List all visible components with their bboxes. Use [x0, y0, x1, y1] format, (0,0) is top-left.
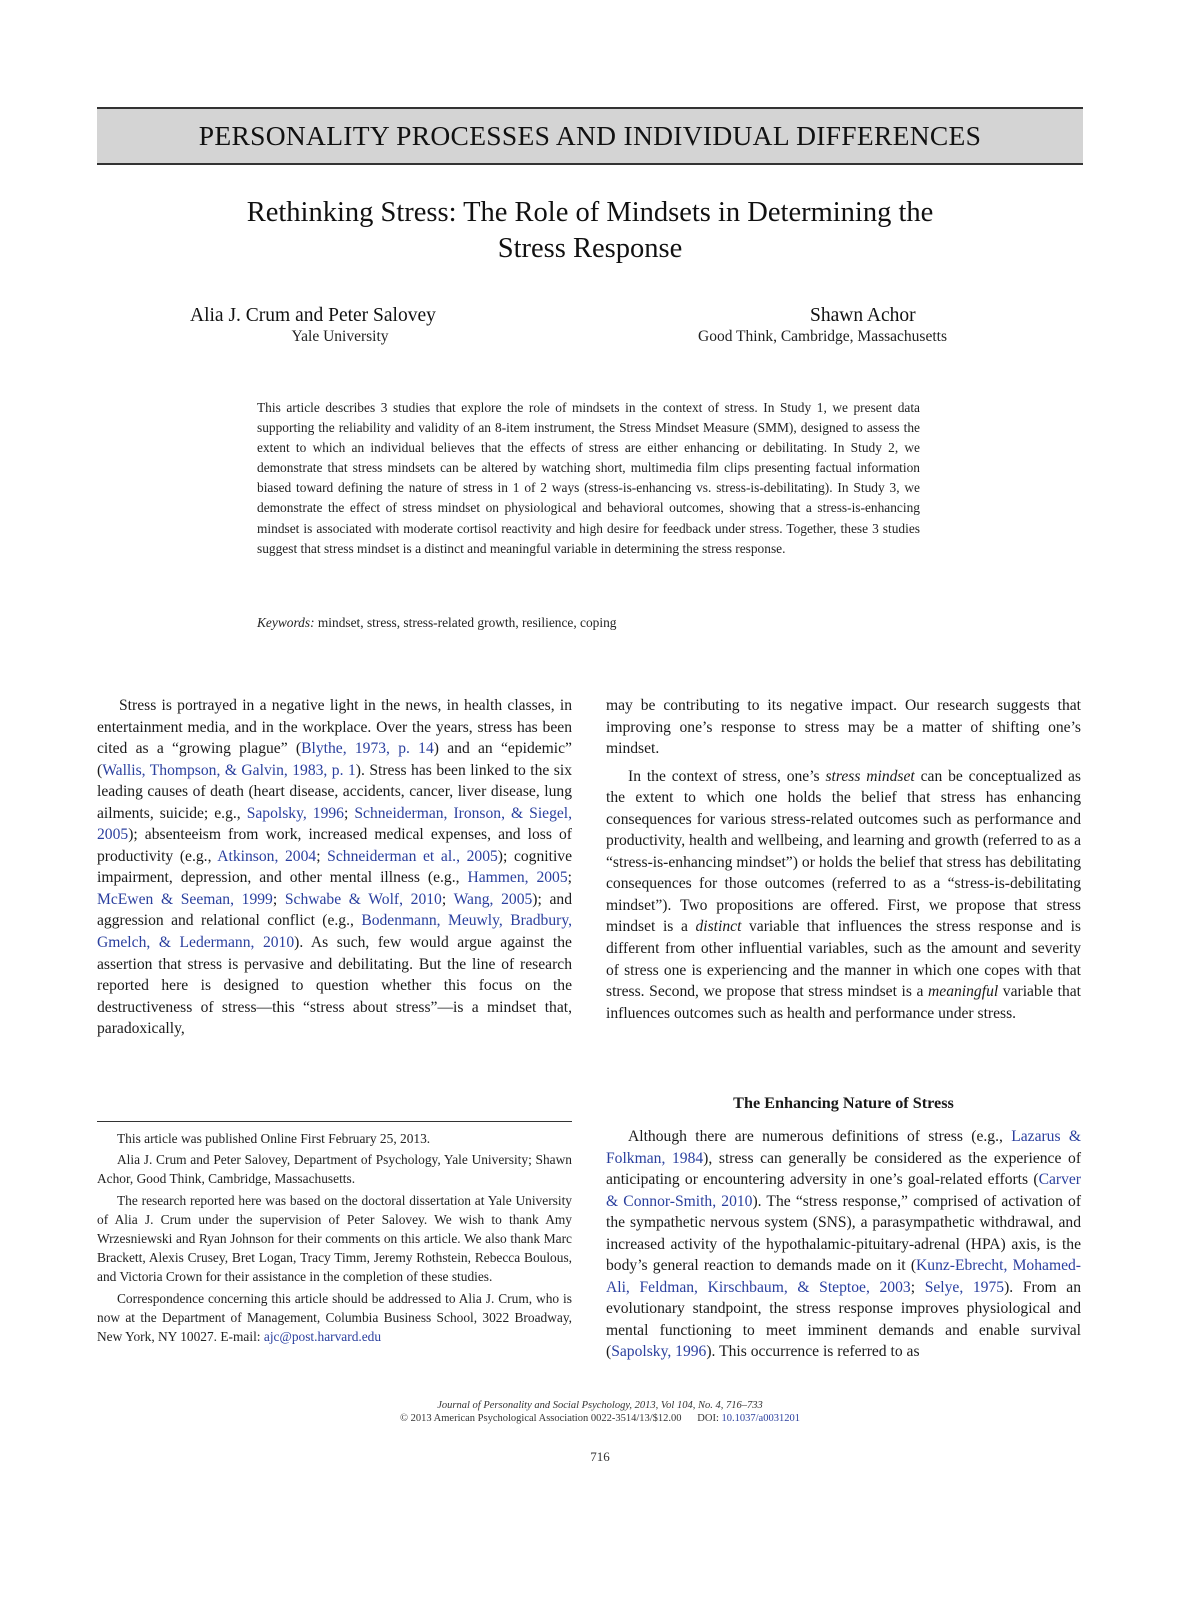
- citation-link[interactable]: Wang, 2005: [453, 890, 533, 908]
- text-run: ). Stress has been linked to the six leading causes of death (heart disease, accidents, cancer, liver disease, lung ailments, suicide; e.g.,: [97, 761, 572, 822]
- right-column-section: [606, 1126, 1081, 1363]
- text-run: In the context of stress, one’s: [628, 767, 826, 785]
- right-column: [606, 695, 1081, 1024]
- citation-link[interactable]: Schwabe & Wolf, 2010: [284, 890, 442, 908]
- footnote-acknowledgments: The research reported here was based on the doctoral dissertation at Yale University of Alia J. Crum under the supervision of Peter Salovey. We wish to thank Amy Wrzesniewski and Ryan Johnson for their comments on this article. We also thank Marc Brackett, Alexis Crusey, Bret Logan, Tracy Timm, Jeremy Rothstein, Rebecca Boulous, and Victoria Crown for their assistance in the completion of these studies.: [97, 1192, 572, 1285]
- intro-paragraph: [97, 695, 572, 1040]
- text-run: ;: [910, 1278, 925, 1296]
- citation-link[interactable]: Blythe, 1973, p. 14: [301, 740, 434, 758]
- citation-link[interactable]: McEwen & Seeman, 1999: [97, 890, 273, 908]
- section-heading: The Enhancing Nature of Stress: [733, 1094, 954, 1112]
- footnote-divider: [97, 1121, 572, 1122]
- citation-link[interactable]: Schneiderman et al., 2005: [327, 847, 498, 865]
- footnote-correspondence: [97, 1289, 572, 1347]
- text-run: Although there are numerous definitions of stress (e.g.,: [628, 1128, 1012, 1145]
- citation-link[interactable]: Sapolsky, 1996: [611, 1343, 707, 1361]
- footnotes: [97, 1129, 572, 1348]
- citation-link[interactable]: Lazarus & Folkman, 1984: [606, 1128, 1082, 1167]
- footnote-published: This article was published Online First February 25, 2013.: [117, 1131, 431, 1146]
- text-run: ); absenteeism from work, increased medical expenses, and loss of productivity (e.g.,: [97, 826, 572, 865]
- footnote-affiliations: Alia J. Crum and Peter Salovey, Department of Psychology, Yale University; Shawn Achor, Good Think, Cambridge, Massachusetts.: [97, 1152, 572, 1187]
- title-line-2: Stress Response: [497, 233, 683, 264]
- citation-link[interactable]: Kunz-Ebrecht, Mohamed-Ali, Feldman, Kirschbaum, & Steptoe, 2003: [606, 1257, 1081, 1296]
- citation-link[interactable]: Schneiderman, Ironson, & Siegel, 2005: [97, 804, 573, 844]
- keywords: [257, 613, 920, 633]
- enhancing-paragraph: [606, 1126, 1081, 1363]
- text-run: variable that influences the stress response and is different from other influential variables, such as the amount and severity of stress one is experiencing and the manner in which one copes with that stress. Second, we propose that stress mindset is a: [606, 918, 1081, 1001]
- citation-link[interactable]: Carver & Connor-Smith, 2010: [606, 1171, 1081, 1210]
- emphasis: distinct: [695, 918, 742, 936]
- continued-paragraph: may be contributing to its negative impact. Our research suggests that improving one’s response to stress may be a matter of shifting one’s mindset.: [606, 697, 1081, 758]
- copyright-text: © 2013 American Psychological Association 0022-3514/13/$12.00: [400, 1413, 682, 1424]
- left-column: [97, 695, 572, 1040]
- citation-link[interactable]: Selye, 1975: [924, 1278, 1005, 1296]
- text-run: ;: [316, 847, 328, 865]
- citation-link[interactable]: Sapolsky, 1996: [246, 804, 344, 822]
- email-link[interactable]: ajc@post.harvard.edu: [263, 1329, 382, 1345]
- emphasis: stress mindset: [825, 767, 915, 785]
- section-banner: [97, 107, 1083, 165]
- abstract: [257, 398, 920, 559]
- text-run: can be conceptualized as the extent to which one holds the belief that stress has enhancing consequences for various stress-related outcomes such as performance and productivity, health and wellbeing, and learning and growth (referred to as a “stress-is-enhancing mindset”) or holds the belief that stress has debilitating consequences for those outcomes (referred to as a “stress-is-debilitating mindset”). Two propositions are offered. First, we propose that stress mindset is a: [606, 767, 1081, 936]
- journal-citation: Journal of Personality and Social Psychology, 2013, Vol 104, No. 4, 716–733: [437, 1400, 763, 1411]
- author-names-right: Shawn Achor: [810, 305, 916, 326]
- text-run: ). From an evolutionary standpoint, the stress response improves physiological and mental functioning to meet imminent demands and enable survival (: [606, 1278, 1081, 1361]
- section-banner-text: PERSONALITY PROCESSES AND INDIVIDUAL DIFFERENCES: [198, 120, 982, 151]
- text-run: ). The “stress response,” comprised of activation of the sympathetic nervous system (SNS), a parasympathetic withdrawal, and increased activity of the hypothalamic-pituitary-adrenal (HPA) axis, is the body’s general reaction to demands made on it (: [606, 1192, 1082, 1275]
- emphasis: meaningful: [928, 983, 999, 1001]
- text-run: ) and an “epidemic” (: [97, 740, 572, 779]
- affiliation-right: Good Think, Cambridge, Massachusetts: [698, 328, 947, 345]
- doi-link[interactable]: 10.1037/a0031201: [721, 1413, 800, 1424]
- page-number: 716: [590, 1449, 610, 1464]
- text-run: ;: [441, 890, 454, 908]
- text-run: ;: [272, 890, 285, 908]
- stress-mindset-paragraph: [606, 766, 1081, 1025]
- text-run: ). As such, few would argue against the assertion that stress is pervasive and debilitating. But the line of research reported here is designed to question whether this focus on the destructiveness of stress—this “stress about stress”—is a mindset that, paradoxically,: [97, 934, 572, 1038]
- text-run: Correspondence concerning this article should be addressed to Alia J. Crum, who is now at the Department of Management, Columbia Business School, 3022 Broadway, New York, NY 10027. E-mail:: [97, 1290, 572, 1345]
- affiliation-left: Yale University: [291, 328, 389, 345]
- text-run: ); and aggression and relational conflict (e.g.,: [97, 890, 572, 930]
- author-names-left: Alia J. Crum and Peter Salovey: [190, 305, 436, 326]
- copyright-line: [300, 1412, 900, 1425]
- text-run: variable that influences outcomes such as health and performance under stress.: [606, 983, 1081, 1022]
- text-run: ), stress can generally be considered as the experience of anticipating or encountering adversity in one’s goal-related efforts (: [606, 1149, 1082, 1189]
- article-title: [100, 195, 1080, 267]
- keywords-label: Keywords:: [257, 615, 315, 630]
- text-run: ); cognitive impairment, depression, and other mental illness (e.g.,: [97, 847, 572, 887]
- citation-link[interactable]: Bodenmann, Meuwly, Bradbury, Gmelch, & Ledermann, 2010: [97, 912, 573, 952]
- abstract-text: This article describes 3 studies that explore the role of mindsets in the context of stress. In Study 1, we present data supporting the reliability and validity of an 8-item instrument, the Stress Mindset Measure (SMM), designed to assess the extent to which an individual believes that the effects of stress are either enhancing or debilitating. In Study 2, we demonstrate that stress mindsets can be altered by watching short, multimedia film clips presenting factual information biased toward defining the nature of stress in 1 of 2 ways (stress-is-enhancing vs. stress-is-debilitating). In Study 3, we demonstrate the effect of stress mindset on physiological and behavioral outcomes, showing that a stress-is-enhancing mindset is associated with moderate cortisol reactivity and high desire for feedback under stress. Together, these 3 studies suggest that stress mindset is a distinct and meaningful variable in determining the stress response.: [257, 400, 920, 556]
- doi-label: DOI:: [697, 1413, 722, 1424]
- text-run: ). This occurrence is referred to as: [706, 1343, 920, 1361]
- title-line-1: Rethinking Stress: The Role of Mindsets in Determining the: [246, 197, 934, 228]
- text-run: ;: [567, 869, 572, 887]
- keywords-text: mindset, stress, stress-related growth, resilience, coping: [314, 615, 617, 630]
- text-run: Stress is portrayed in a negative light in the news, in health classes, in entertainment media, and in the workplace. Over the years, stress has been cited as a “growing plague” (: [97, 697, 572, 758]
- citation-link[interactable]: Wallis, Thompson, & Galvin, 1983, p. 1: [102, 761, 356, 779]
- text-run: ;: [343, 804, 355, 822]
- citation-link[interactable]: Atkinson, 2004: [217, 847, 317, 865]
- citation-link[interactable]: Hammen, 2005: [467, 869, 568, 887]
